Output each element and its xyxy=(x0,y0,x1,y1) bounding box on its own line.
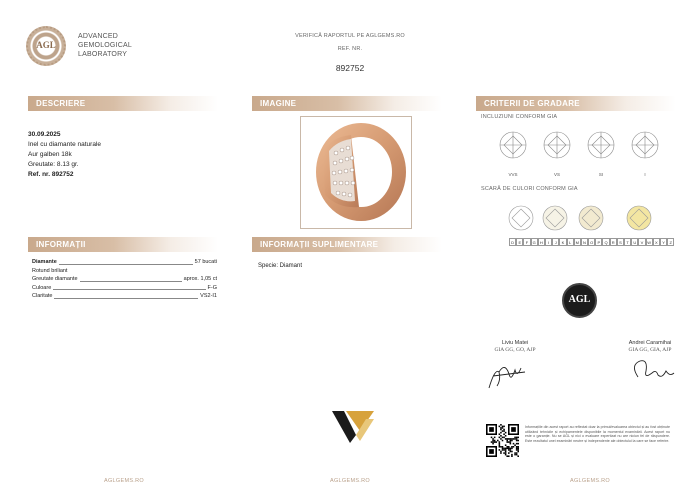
section-informatii: INFORMAȚII xyxy=(28,237,218,252)
leader-line xyxy=(54,298,198,299)
section-imagine: IMAGINE xyxy=(252,96,442,111)
leader-line xyxy=(59,264,193,265)
description-ref: Ref. nr. 892752 xyxy=(28,171,74,178)
diamond-icon xyxy=(543,206,567,230)
inclusion-label: SI xyxy=(598,172,604,177)
section-informatii-suplimentare: INFORMAȚII SUPLIMENTARE xyxy=(252,237,442,252)
qr-code[interactable] xyxy=(486,424,519,457)
color-grade-letter: H xyxy=(538,238,545,246)
info-row xyxy=(32,275,217,284)
section-descriere: DESCRIERE xyxy=(28,96,218,111)
color-grade-letter: L xyxy=(567,238,574,246)
agl-seal: AGL xyxy=(562,283,597,318)
info-value: 57 bucati xyxy=(194,259,217,265)
color-grade-letter: K xyxy=(559,238,566,246)
color-grade-letter: J xyxy=(552,238,559,246)
inclusion-diamonds xyxy=(496,130,666,170)
info-label: Culoare xyxy=(32,284,52,291)
description-block xyxy=(28,130,101,180)
color-grade-letter: R xyxy=(610,238,617,246)
color-grade-letter: G xyxy=(531,238,538,246)
info-value: aprox. 1,05 ct xyxy=(183,276,217,282)
info-label: Greutate diamante xyxy=(32,276,78,282)
color-grade-letter: Z xyxy=(667,238,674,246)
info-table xyxy=(32,258,217,301)
diamond-icon xyxy=(579,206,603,230)
lab-name-line-2: GEMOLOGICAL xyxy=(78,42,132,49)
info-label: Claritate xyxy=(32,293,53,299)
color-grade-letter: E xyxy=(516,238,523,246)
color-grade-letter: S xyxy=(617,238,624,246)
inclusion-label: I xyxy=(644,172,646,177)
color-grade-letter: T xyxy=(624,238,631,246)
diamond-icon xyxy=(627,206,651,230)
color-grade-letter: I xyxy=(545,238,552,246)
diamond-icon xyxy=(500,132,526,158)
leader-line xyxy=(53,289,205,290)
signature-title-1: GIA GG, GO, AJP xyxy=(494,347,536,353)
color-grade-letter: F xyxy=(523,238,530,246)
inclusion-label: VVS xyxy=(508,172,518,177)
ref-number: 892752 xyxy=(335,63,365,73)
info-row xyxy=(32,284,217,293)
color-grade-letter: P xyxy=(595,238,602,246)
ref-label: REF. NR. xyxy=(337,46,363,52)
color-grade-letter: Q xyxy=(602,238,609,246)
description-line-2: Aur galben 18k xyxy=(28,151,72,158)
color-grade-letter: V xyxy=(638,238,645,246)
color-grade-letter: D xyxy=(509,238,516,246)
brand-logo-icon xyxy=(330,409,376,445)
leader-line xyxy=(80,281,182,282)
inclusions-title: INCLUZIUNI CONFORM GIA xyxy=(481,114,558,120)
color-scale-title: SCARĂ DE CULORI CONFORM GIA xyxy=(481,186,578,192)
section-criterii: CRITERII DE GRADARE xyxy=(476,96,676,111)
diamond-icon xyxy=(632,132,658,158)
info-value: VS2-I1 xyxy=(200,293,217,299)
diamond-icon xyxy=(544,132,570,158)
color-scale xyxy=(509,238,674,246)
ring-image xyxy=(300,116,412,229)
color-grade-letter: U xyxy=(631,238,638,246)
diamond-icon xyxy=(509,206,533,230)
verify-text[interactable]: VERIFICĂ RAPORTUL PE AGLGEMS.RO xyxy=(295,33,405,39)
description-line-1: Inel cu diamante naturale xyxy=(28,141,101,148)
footer-link-3[interactable]: AGLGEMS.RO xyxy=(570,478,610,484)
description-line-3: Greutate: 8.13 gr. xyxy=(28,161,79,168)
signature-2 xyxy=(628,355,676,385)
description-date: 30.09.2025 xyxy=(28,131,61,138)
footer-link-1[interactable]: AGLGEMS.RO xyxy=(104,478,144,484)
lab-logo-seal: AGL xyxy=(26,26,66,66)
lab-name-line-3: LABORATORY xyxy=(78,51,128,58)
disclaimer-text: Informațiile din acest raport au reflectat doar la primul/evaluarea obiectul și au fost obținute utilizând tehnicile și echipamentele disponibile la momentul examinării. Acest raport nu este o garanție. Nu se AGL și nici o evaluare expertizat nu are niciun fel de răspundere. Este rezultatul unei examinări neutre și independente ale obiectului la care se face referire. xyxy=(525,425,670,443)
signature-name-2: Andrei Caramihai xyxy=(628,340,672,346)
info-label: Diamante xyxy=(32,259,57,265)
info-value: F-G xyxy=(207,284,217,291)
info-row xyxy=(32,258,217,267)
footer-link-2[interactable]: AGLGEMS.RO xyxy=(330,478,370,484)
extra-info: Specie: Diamant xyxy=(258,263,303,269)
color-grade-letter: M xyxy=(575,240,579,245)
color-diamonds xyxy=(506,204,666,234)
lab-name xyxy=(78,32,132,59)
lab-name-line-1: ADVANCED xyxy=(78,33,118,40)
signature-1 xyxy=(485,358,530,393)
color-grade-letter: Y xyxy=(660,238,667,246)
ring-illustration xyxy=(301,117,411,228)
color-grade-letter: O xyxy=(588,238,595,246)
signature-title-2: GIA GG, GIA, AJP xyxy=(628,347,672,353)
info-row xyxy=(32,292,217,301)
color-grade-letter: X xyxy=(653,238,660,246)
signature-name-1: Liviu Matei xyxy=(501,340,529,346)
color-grade-letter: N xyxy=(581,238,588,246)
info-label: Rotund briliant xyxy=(32,267,68,274)
inclusion-label: VS xyxy=(553,172,560,177)
info-row xyxy=(32,267,217,276)
color-grade-letter: W xyxy=(647,240,652,245)
diamond-icon xyxy=(588,132,614,158)
